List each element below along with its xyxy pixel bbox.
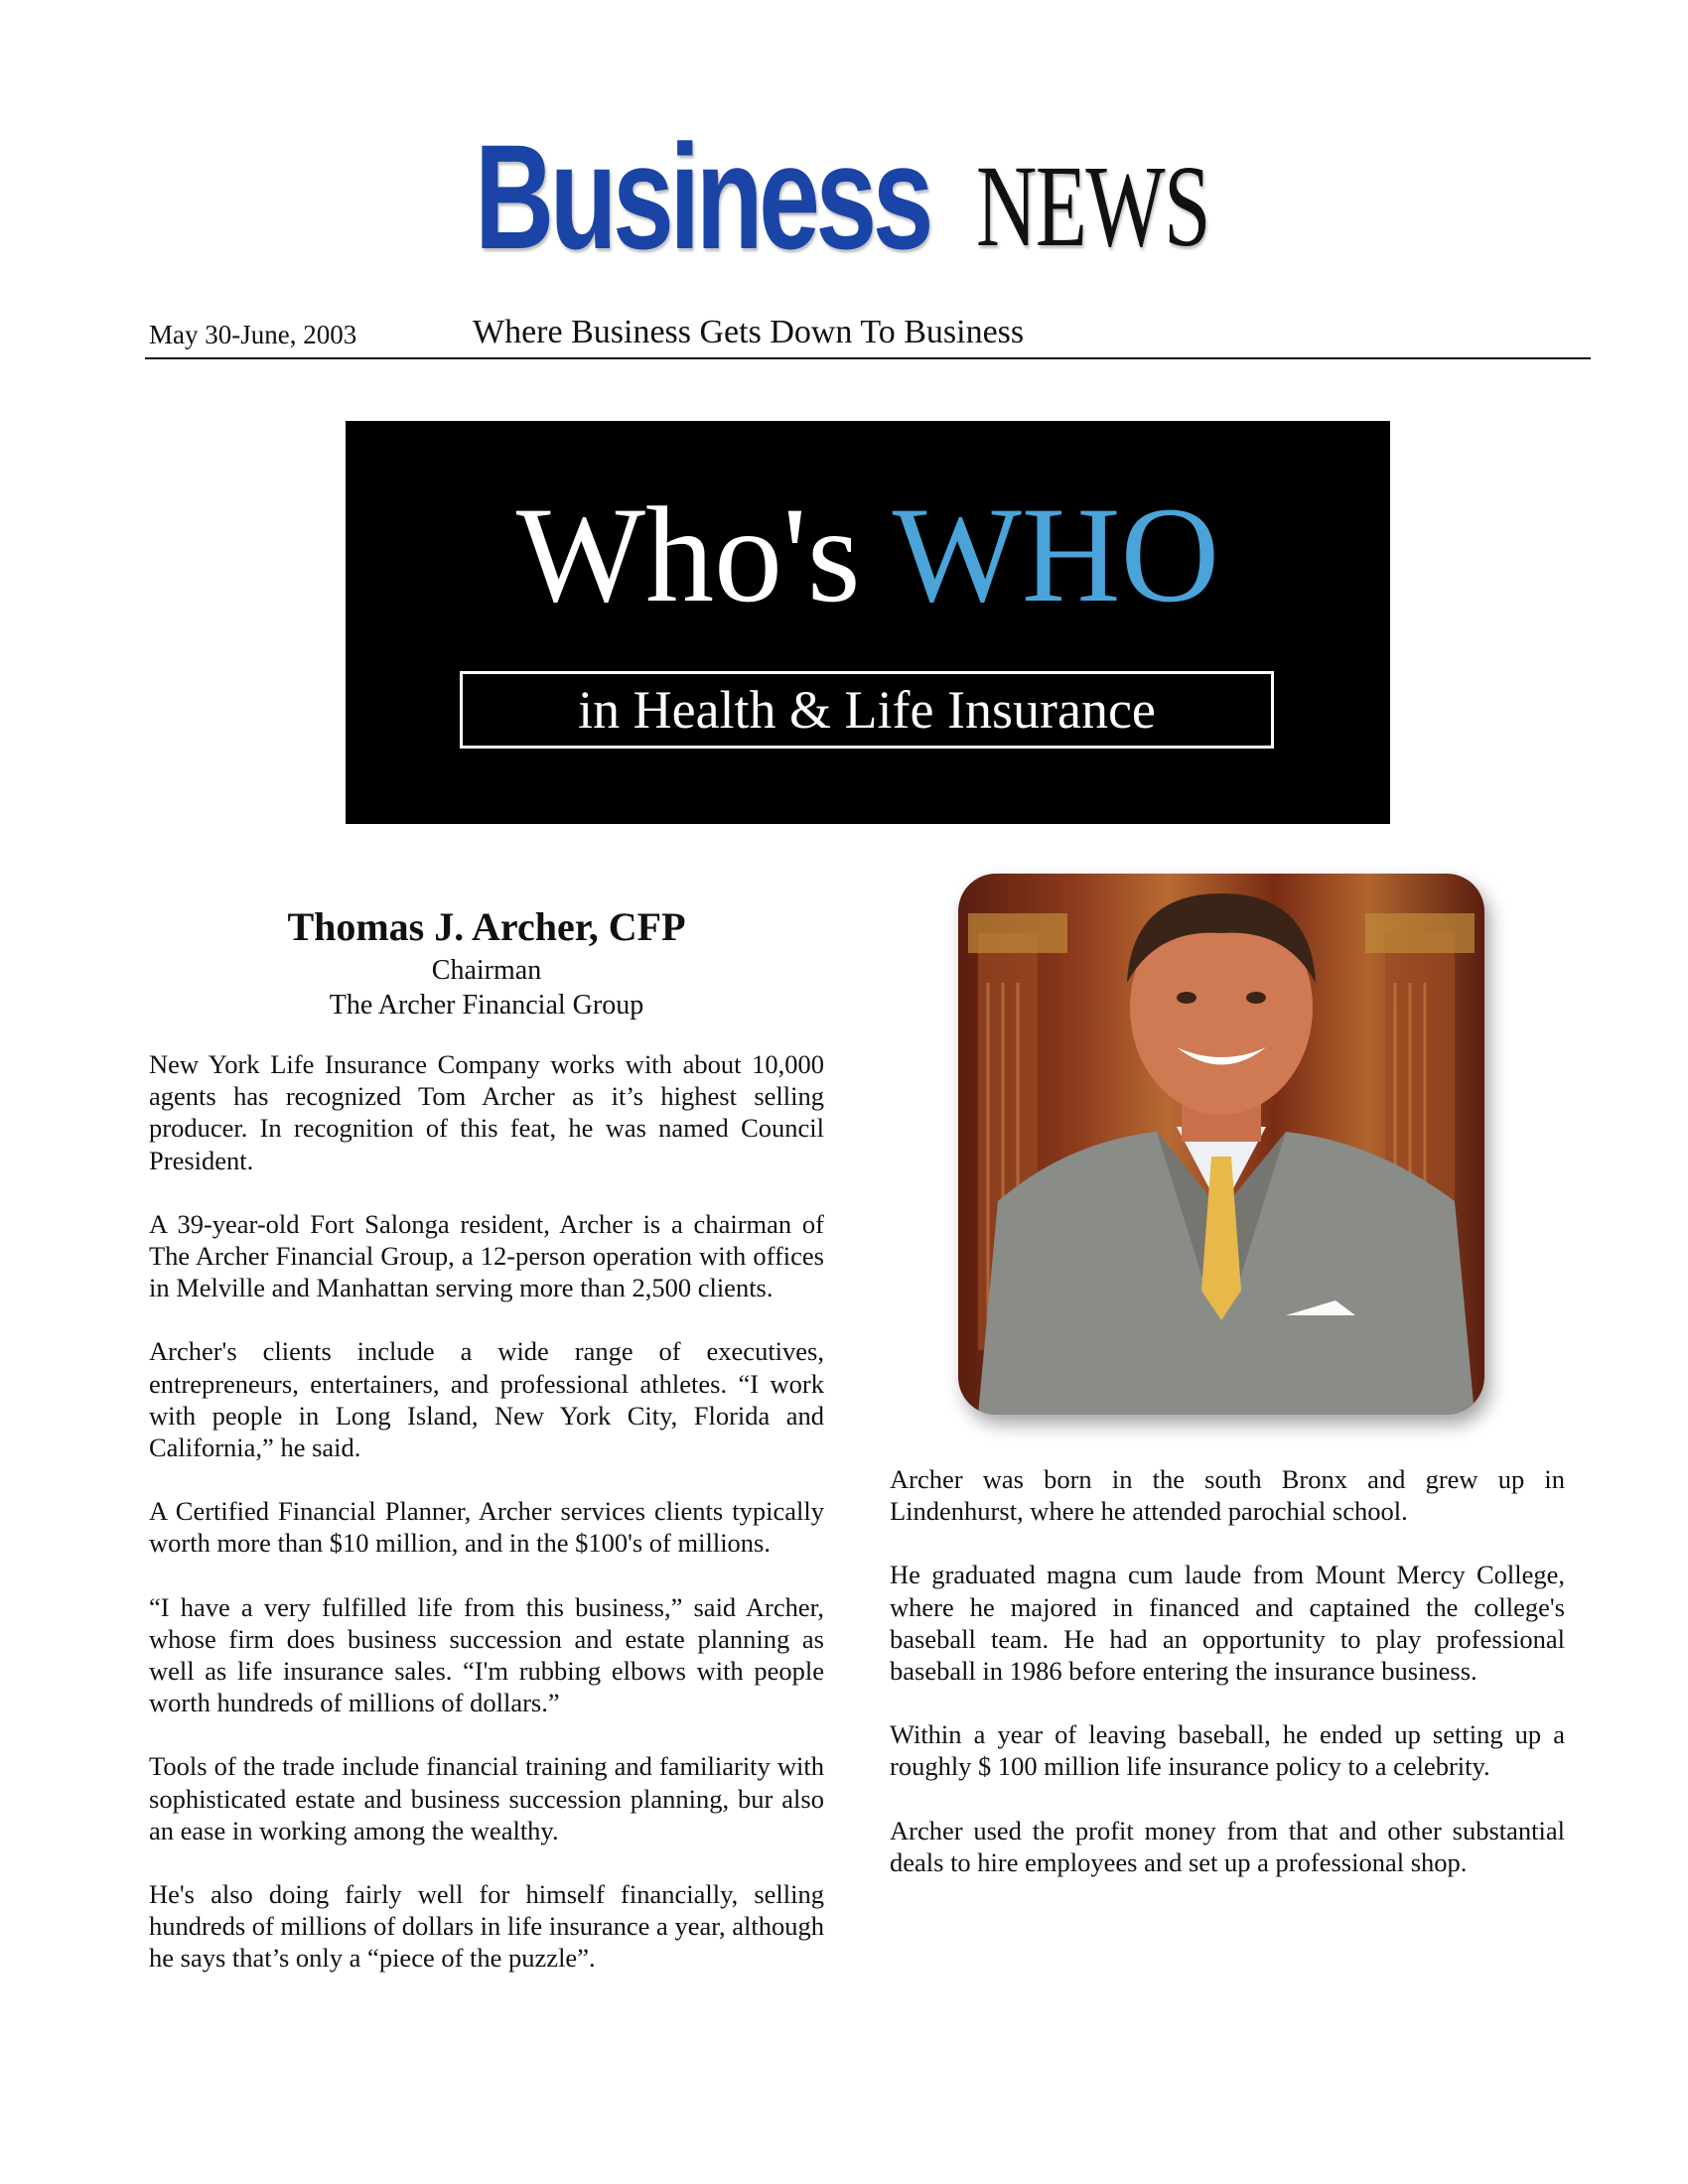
person-company: The Archer Financial Group xyxy=(329,990,644,1021)
article-paragraph: Archer was born in the south Bronx and grew up in Lindenhurst, where he attended parochial school. xyxy=(890,1464,1565,1527)
masthead-logo xyxy=(475,113,1269,280)
article-paragraph: Within a year of leaving baseball, he ended up setting up a roughly $ 100 million life insurance policy to a celebrity. xyxy=(890,1719,1565,1782)
article-paragraph: He's also doing fairly well for himself financially, selling hundreds of millions of dollars in life insurance a year, although he says that’s only a “piece of the puzzle”. xyxy=(149,1879,824,1974)
issue-date: May 30-June, 2003 xyxy=(149,320,357,349)
banner-title xyxy=(346,480,1390,629)
article-paragraph: He graduated magna cum laude from Mount Mercy College, where he majored in financed and captained the college's baseball team. He had an opportunity to play professional baseball in 1986 before entering the insurance business. xyxy=(890,1560,1565,1687)
article-paragraph: Tools of the trade include financial training and familiarity with sophisticated estate and business succession planning, bur also an ease in working among the wealthy. xyxy=(149,1751,824,1845)
article-paragraph: New York Life Insurance Company works with about 10,000 agents has recognized Tom Archer as it’s highest selling producer. In recognition of this feat, he was named Council President. xyxy=(149,1049,824,1175)
masthead-news: NEWS xyxy=(976,141,1209,271)
portrait-illustration xyxy=(958,874,1484,1415)
article-paragraph: Archer used the profit money from that and other substantial deals to hire employees and set up a professional shop. xyxy=(890,1815,1565,1877)
article-paragraph: Archer's clients include a wide range of executives, entrepreneurs, entertainers, and professional athletes. “I work with people in Long Island, New York City, Florida and California,” he said. xyxy=(149,1336,824,1463)
portrait-photo xyxy=(958,874,1484,1415)
article-column-right xyxy=(890,1463,1565,1910)
profile-header xyxy=(149,901,824,1023)
masthead-business: Business xyxy=(475,113,930,280)
article-paragraph: “I have a very fulfilled life from this business,” said Archer, whose firm does business succession and estate planning as well as life insurance sales. “I'm rubbing elbows with people worth hundreds of millions of dollars.” xyxy=(149,1591,824,1718)
article-paragraph: A Certified Financial Planner, Archer services clients typically worth more than $10 million, and in the $100's of millions. xyxy=(149,1496,824,1559)
banner-title-part1: Who's xyxy=(515,478,861,630)
person-title: Chairman xyxy=(431,955,542,986)
person-name: Thomas J. Archer, CFP xyxy=(287,904,686,949)
header-divider xyxy=(145,357,1591,359)
banner-title-part2: WHO xyxy=(892,478,1220,630)
tagline: Where Business Gets Down To Business xyxy=(473,314,1025,350)
article-paragraph: A 39-year-old Fort Salonga resident, Archer is a chairman of The Archer Financial Group, a 12-person operation with offices in Melville and Manhattan serving more than 2,500 clients. xyxy=(149,1208,824,1303)
whos-who-banner xyxy=(346,421,1390,824)
banner-subtitle: in Health & Life Insurance xyxy=(460,671,1274,749)
article-column-left xyxy=(149,1048,824,2006)
